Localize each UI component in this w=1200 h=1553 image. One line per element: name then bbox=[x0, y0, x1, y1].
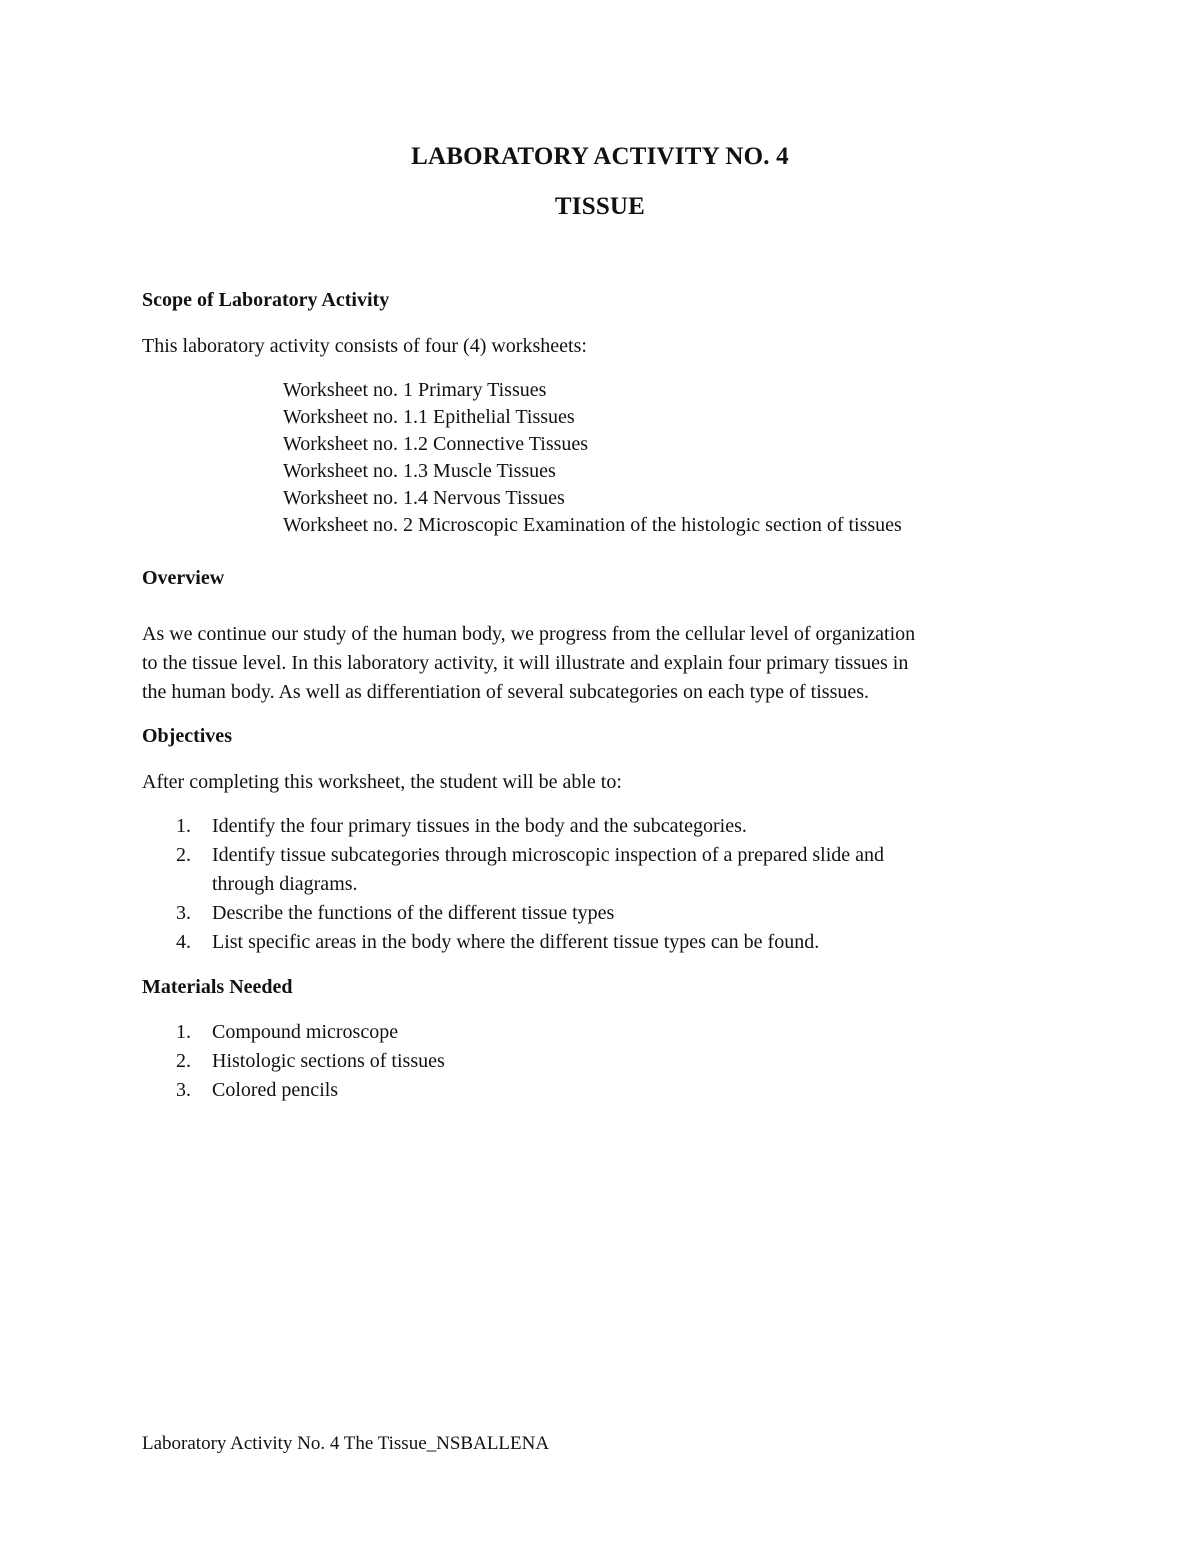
objectives-heading: Objectives bbox=[142, 725, 232, 747]
list-item bbox=[142, 1047, 1032, 1076]
worksheet-item: Worksheet no. 1 Primary Tissues bbox=[283, 379, 547, 401]
worksheet-item: Worksheet no. 1.1 Epithelial Tissues bbox=[283, 406, 575, 428]
worksheet-item: Worksheet no. 2 Microscopic Examination of the histologic section of tissues bbox=[283, 514, 902, 536]
list-item-text: Histologic sections of tissues bbox=[212, 1050, 445, 1072]
list-number: 3. bbox=[176, 1079, 191, 1101]
worksheet-item: Worksheet no. 1.3 Muscle Tissues bbox=[283, 460, 556, 482]
list-item-text: Colored pencils bbox=[212, 1079, 339, 1101]
overview-line: the human body. As well as differentiation of several subcategories on each type of tissues. bbox=[142, 681, 870, 703]
list-number: 3. bbox=[176, 902, 191, 924]
worksheet-item: Worksheet no. 1.4 Nervous Tissues bbox=[283, 487, 565, 509]
worksheet-list bbox=[283, 377, 902, 539]
overview-line: As we continue our study of the human body, we progress from the cellular level of organization bbox=[142, 623, 916, 645]
list-item-text: Identify the four primary tissues in the body and the subcategories. bbox=[212, 815, 747, 837]
scope-heading: Scope of Laboratory Activity bbox=[142, 289, 390, 311]
objectives-list bbox=[142, 812, 1032, 957]
list-item bbox=[142, 899, 1032, 928]
list-item-line: Identify tissue subcategories through microscopic inspection of a prepared slide and bbox=[212, 844, 885, 866]
objectives-intro: After completing this worksheet, the student will be able to: bbox=[142, 771, 622, 793]
list-number: 2. bbox=[176, 844, 191, 866]
list-item-text: Compound microscope bbox=[212, 1021, 399, 1043]
worksheet-item: Worksheet no. 1.2 Connective Tissues bbox=[283, 433, 589, 455]
list-item bbox=[142, 1018, 1032, 1047]
materials-list bbox=[142, 1018, 1032, 1105]
scope-intro: This laboratory activity consists of four (4) worksheets: bbox=[142, 335, 587, 357]
list-number: 1. bbox=[176, 1021, 191, 1043]
materials-heading: Materials Needed bbox=[142, 976, 293, 998]
list-item bbox=[142, 1076, 1032, 1105]
list-item bbox=[142, 841, 1032, 899]
list-item bbox=[142, 812, 1032, 841]
list-item-text bbox=[212, 841, 1032, 899]
page-footer: Laboratory Activity No. 4 The Tissue_NSBALLENA bbox=[142, 1433, 550, 1454]
overview-heading: Overview bbox=[142, 567, 225, 589]
list-item-text: Describe the functions of the different tissue types bbox=[212, 902, 615, 924]
list-number: 4. bbox=[176, 931, 191, 953]
list-number: 2. bbox=[176, 1050, 191, 1072]
list-item bbox=[142, 928, 1032, 957]
list-item-text: List specific areas in the body where the different tissue types can be found. bbox=[212, 931, 820, 953]
overview-line: to the tissue level. In this laboratory activity, it will illustrate and explain four primary tissues in bbox=[142, 652, 909, 674]
page-title: LABORATORY ACTIVITY NO. 4 bbox=[411, 143, 789, 170]
page-subtitle: TISSUE bbox=[554, 193, 646, 220]
overview-paragraph bbox=[142, 620, 1062, 707]
list-item-line: through diagrams. bbox=[212, 873, 358, 895]
list-number: 1. bbox=[176, 815, 191, 837]
